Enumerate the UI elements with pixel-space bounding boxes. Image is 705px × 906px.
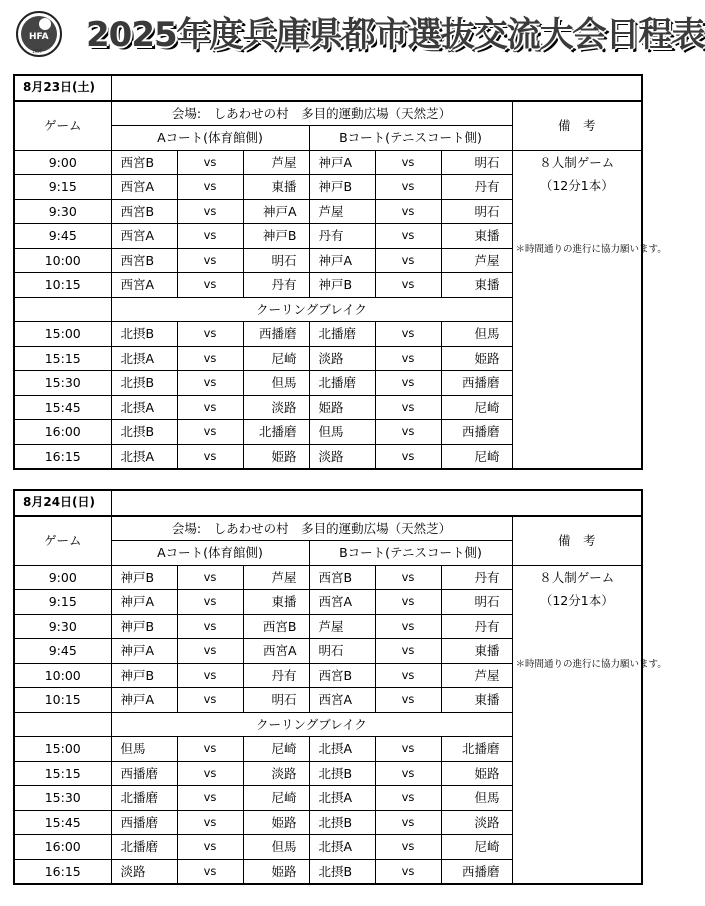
break-time-blank <box>14 297 111 322</box>
vs-label: vs <box>375 688 441 713</box>
game-header: ゲーム <box>14 101 111 151</box>
court-a-team-2: 姫路 <box>243 859 309 884</box>
court-b-team-2: 丹有 <box>441 175 512 200</box>
vs-label: vs <box>375 565 441 590</box>
match-row <box>14 565 642 590</box>
venue-header: 会場: しあわせの村 多目的運動広場（天然芝） <box>111 101 512 126</box>
note-cooperation: ＊時間通りの進行に協力願います。 <box>515 658 667 670</box>
court-a-team-1: 神戸A <box>111 590 177 615</box>
court-b-team-1: 北播磨 <box>309 322 375 347</box>
match-time: 16:00 <box>14 835 111 860</box>
court-a-team-2: 東播 <box>243 590 309 615</box>
vs-label: vs <box>375 199 441 224</box>
break-time-blank <box>14 712 111 737</box>
match-time: 9:45 <box>14 224 111 249</box>
notes-cell <box>512 150 667 469</box>
court-a-team-1: 神戸A <box>111 639 177 664</box>
date-label: 8月23日(土) <box>14 75 111 101</box>
match-time: 9:30 <box>14 614 111 639</box>
vs-label: vs <box>177 175 243 200</box>
match-time: 15:00 <box>14 737 111 762</box>
vs-label: vs <box>177 273 243 298</box>
court-b-team-2: 尼崎 <box>441 395 512 420</box>
court-b-team-2: 西播磨 <box>441 859 512 884</box>
vs-label: vs <box>177 590 243 615</box>
schedule-day-1 <box>13 74 667 470</box>
court-a-team-2: 西播磨 <box>243 322 309 347</box>
court-b-team-1: 西宮B <box>309 663 375 688</box>
court-b-team-2: 尼崎 <box>441 835 512 860</box>
court-b-team-2: 芦屋 <box>441 248 512 273</box>
court-b-team-2: 姫路 <box>441 346 512 371</box>
vs-label: vs <box>375 175 441 200</box>
court-a-header: Aコート(体育館側) <box>111 541 309 566</box>
match-time: 9:45 <box>14 639 111 664</box>
court-b-team-1: 神戸A <box>309 248 375 273</box>
vs-label: vs <box>177 639 243 664</box>
court-a-team-1: 神戸B <box>111 663 177 688</box>
court-b-header: Bコート(テニスコート側) <box>309 126 512 151</box>
note-format: ８人制ゲーム <box>539 154 615 170</box>
court-a-team-1: 北摂A <box>111 444 177 469</box>
match-time: 9:00 <box>14 565 111 590</box>
court-b-team-2: 淡路 <box>441 810 512 835</box>
court-b-team-2: 丹有 <box>441 565 512 590</box>
match-time: 15:30 <box>14 786 111 811</box>
vs-label: vs <box>375 444 441 469</box>
vs-label: vs <box>177 810 243 835</box>
court-a-team-1: 北摂B <box>111 420 177 445</box>
court-a-team-2: 丹有 <box>243 273 309 298</box>
court-b-team-2: 但馬 <box>441 786 512 811</box>
vs-label: vs <box>177 322 243 347</box>
court-a-team-2: 神戸B <box>243 224 309 249</box>
venue-header: 会場: しあわせの村 多目的運動広場（天然芝） <box>111 516 512 541</box>
court-b-team-1: 北摂A <box>309 835 375 860</box>
court-a-team-2: 姫路 <box>243 444 309 469</box>
vs-label: vs <box>177 688 243 713</box>
page-title: 2025年度兵庫県都市選抜交流大会日程表 <box>86 15 705 55</box>
vs-label: vs <box>177 444 243 469</box>
vs-label: vs <box>375 395 441 420</box>
date-label: 8月24日(日) <box>14 490 111 516</box>
court-a-team-1: 西宮A <box>111 175 177 200</box>
vs-label: vs <box>177 663 243 688</box>
match-time: 15:45 <box>14 395 111 420</box>
court-b-team-1: 姫路 <box>309 395 375 420</box>
court-b-team-2: 明石 <box>441 199 512 224</box>
court-b-team-1: 北摂A <box>309 737 375 762</box>
match-time: 10:00 <box>14 248 111 273</box>
vs-label: vs <box>375 346 441 371</box>
schedule-table <box>13 74 667 470</box>
vs-label: vs <box>375 371 441 396</box>
court-b-team-1: 北摂B <box>309 810 375 835</box>
match-time: 16:15 <box>14 444 111 469</box>
court-a-team-1: 北播磨 <box>111 786 177 811</box>
match-time: 15:45 <box>14 810 111 835</box>
court-b-team-1: 西宮A <box>309 590 375 615</box>
vs-label: vs <box>375 737 441 762</box>
vs-label: vs <box>375 786 441 811</box>
vs-label: vs <box>177 346 243 371</box>
court-a-team-1: 北摂B <box>111 371 177 396</box>
match-time: 15:15 <box>14 346 111 371</box>
match-time: 10:15 <box>14 273 111 298</box>
court-a-team-1: 西宮B <box>111 150 177 175</box>
hfa-logo <box>15 10 63 58</box>
court-b-team-1: 但馬 <box>309 420 375 445</box>
vs-label: vs <box>375 590 441 615</box>
vs-label: vs <box>375 248 441 273</box>
match-row <box>14 150 642 175</box>
vs-label: vs <box>375 639 441 664</box>
court-a-team-1: 神戸B <box>111 614 177 639</box>
court-b-team-1: 神戸B <box>309 175 375 200</box>
vs-label: vs <box>177 248 243 273</box>
court-b-team-2: 芦屋 <box>441 663 512 688</box>
court-a-team-2: 尼崎 <box>243 786 309 811</box>
court-a-team-1: 北摂A <box>111 346 177 371</box>
court-b-team-1: 北摂B <box>309 859 375 884</box>
court-a-team-2: 芦屋 <box>243 150 309 175</box>
vs-label: vs <box>177 199 243 224</box>
note-duration: （12分1本） <box>539 177 614 193</box>
match-time: 10:00 <box>14 663 111 688</box>
court-a-team-1: 西播磨 <box>111 761 177 786</box>
vs-label: vs <box>177 737 243 762</box>
court-b-team-1: 北播磨 <box>309 371 375 396</box>
note-duration: （12分1本） <box>539 592 614 608</box>
schedule-day-2 <box>13 489 667 885</box>
notes-header: 備 考 <box>512 101 642 151</box>
notes-cell <box>512 565 667 884</box>
court-a-team-2: 芦屋 <box>243 565 309 590</box>
court-b-header: Bコート(テニスコート側) <box>309 541 512 566</box>
court-b-team-2: 明石 <box>441 150 512 175</box>
court-b-team-2: 明石 <box>441 590 512 615</box>
court-b-team-2: 丹有 <box>441 614 512 639</box>
vs-label: vs <box>177 150 243 175</box>
vs-label: vs <box>375 810 441 835</box>
match-time: 9:00 <box>14 150 111 175</box>
court-b-team-2: 尼崎 <box>441 444 512 469</box>
court-b-team-1: 淡路 <box>309 444 375 469</box>
vs-label: vs <box>177 835 243 860</box>
court-a-team-2: 尼崎 <box>243 737 309 762</box>
vs-label: vs <box>375 322 441 347</box>
court-a-team-2: 丹有 <box>243 663 309 688</box>
match-time: 16:15 <box>14 859 111 884</box>
court-b-team-1: 神戸A <box>309 150 375 175</box>
vs-label: vs <box>177 859 243 884</box>
court-a-team-2: 北播磨 <box>243 420 309 445</box>
court-b-team-1: 芦屋 <box>309 199 375 224</box>
note-format: ８人制ゲーム <box>539 569 615 585</box>
court-b-team-1: 神戸B <box>309 273 375 298</box>
court-a-team-2: 淡路 <box>243 395 309 420</box>
court-b-team-1: 西宮B <box>309 565 375 590</box>
vs-label: vs <box>177 224 243 249</box>
date-row-spacer <box>111 75 642 101</box>
vs-label: vs <box>375 224 441 249</box>
match-time: 9:30 <box>14 199 111 224</box>
vs-label: vs <box>375 150 441 175</box>
vs-label: vs <box>177 761 243 786</box>
vs-label: vs <box>177 420 243 445</box>
court-b-team-1: 芦屋 <box>309 614 375 639</box>
court-b-team-2: 西播磨 <box>441 420 512 445</box>
match-time: 15:15 <box>14 761 111 786</box>
court-a-team-1: 西播磨 <box>111 810 177 835</box>
court-a-team-1: 神戸B <box>111 565 177 590</box>
court-a-header: Aコート(体育館側) <box>111 126 309 151</box>
match-time: 9:15 <box>14 590 111 615</box>
match-time: 16:00 <box>14 420 111 445</box>
notes-header: 備 考 <box>512 516 642 566</box>
court-a-team-1: 西宮A <box>111 273 177 298</box>
court-a-team-2: 東播 <box>243 175 309 200</box>
court-b-team-2: 東播 <box>441 224 512 249</box>
note-cooperation: ＊時間通りの進行に協力願います。 <box>515 243 667 255</box>
vs-label: vs <box>177 371 243 396</box>
court-b-team-1: 北摂A <box>309 786 375 811</box>
page-header <box>0 0 705 70</box>
cooling-break: クーリングブレイク <box>111 297 512 322</box>
court-b-team-2: 東播 <box>441 639 512 664</box>
game-header: ゲーム <box>14 516 111 566</box>
court-b-team-1: 西宮A <box>309 688 375 713</box>
court-b-team-2: 西播磨 <box>441 371 512 396</box>
court-b-team-2: 北播磨 <box>441 737 512 762</box>
vs-label: vs <box>375 859 441 884</box>
court-a-team-1: 神戸A <box>111 688 177 713</box>
court-a-team-1: 北摂A <box>111 395 177 420</box>
court-b-team-1: 明石 <box>309 639 375 664</box>
svg-text:1927: 1927 <box>32 49 43 54</box>
vs-label: vs <box>177 786 243 811</box>
svg-text:HFA: HFA <box>29 32 49 42</box>
vs-label: vs <box>177 565 243 590</box>
court-a-team-2: 明石 <box>243 248 309 273</box>
schedule-table <box>13 489 667 885</box>
court-a-team-2: 尼崎 <box>243 346 309 371</box>
court-a-team-1: 但馬 <box>111 737 177 762</box>
vs-label: vs <box>375 420 441 445</box>
match-time: 10:15 <box>14 688 111 713</box>
match-time: 9:15 <box>14 175 111 200</box>
court-a-team-1: 北播磨 <box>111 835 177 860</box>
court-a-team-2: 姫路 <box>243 810 309 835</box>
vs-label: vs <box>375 761 441 786</box>
court-a-team-1: 淡路 <box>111 859 177 884</box>
court-a-team-1: 西宮B <box>111 199 177 224</box>
vs-label: vs <box>375 273 441 298</box>
court-b-team-2: 姫路 <box>441 761 512 786</box>
court-a-team-1: 西宮A <box>111 224 177 249</box>
court-b-team-2: 但馬 <box>441 322 512 347</box>
court-a-team-1: 北摂B <box>111 322 177 347</box>
court-a-team-2: 但馬 <box>243 371 309 396</box>
court-b-team-1: 北摂B <box>309 761 375 786</box>
court-a-team-2: 但馬 <box>243 835 309 860</box>
court-b-team-2: 東播 <box>441 688 512 713</box>
date-row-spacer <box>111 490 642 516</box>
court-b-team-2: 東播 <box>441 273 512 298</box>
court-b-team-1: 丹有 <box>309 224 375 249</box>
vs-label: vs <box>375 663 441 688</box>
vs-label: vs <box>375 614 441 639</box>
court-a-team-2: 神戸A <box>243 199 309 224</box>
court-a-team-1: 西宮B <box>111 248 177 273</box>
court-b-team-1: 淡路 <box>309 346 375 371</box>
vs-label: vs <box>375 835 441 860</box>
court-a-team-2: 西宮B <box>243 614 309 639</box>
match-time: 15:30 <box>14 371 111 396</box>
vs-label: vs <box>177 614 243 639</box>
court-a-team-2: 淡路 <box>243 761 309 786</box>
court-a-team-2: 明石 <box>243 688 309 713</box>
vs-label: vs <box>177 395 243 420</box>
cooling-break: クーリングブレイク <box>111 712 512 737</box>
court-a-team-2: 西宮A <box>243 639 309 664</box>
match-time: 15:00 <box>14 322 111 347</box>
